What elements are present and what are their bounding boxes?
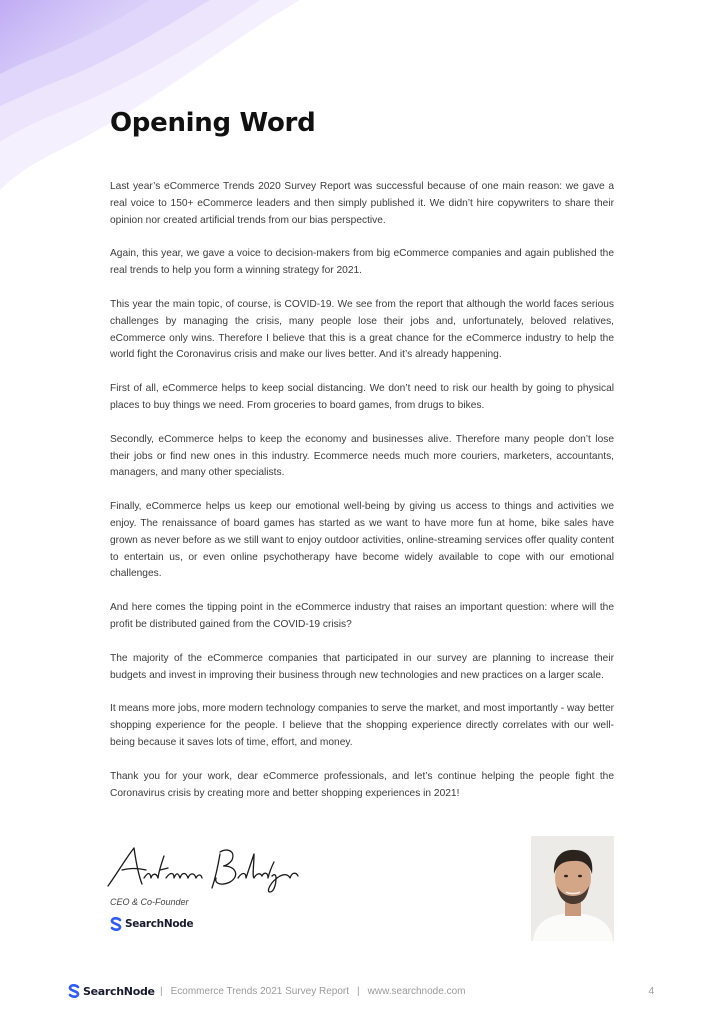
footer-info (152, 986, 465, 997)
page-footer (68, 984, 658, 1002)
paragraph-5: Secondly, eCommerce helps to keep the economy and businesses alive. Therefore many people don’t lose their jobs or find new ones in this industry. Ecommerce needs much more couriers, marketers, accountants, managers, and many other specialists. (110, 433, 614, 479)
handwritten-signature (104, 842, 304, 894)
paragraph-6: Finally, eCommerce helps us keep our emotional well-being by giving us access to things and activities we enjoy. The renaissance of board games has started as we want to have more fun at home, bike sales have grown as never before as we still want to enjoy outdoor activities, online-streaming services offer quality content to entertain us, or even online psychotherapy have become widely available to cope with our emotional challenges. (110, 501, 614, 580)
paragraph-10: Thank you for your work, dear eCommerce professionals, and let’s continue helping the people fight the Coronavirus crisis by creating more and better shopping experiences in 2021! (110, 770, 614, 799)
footer-report-title: Ecommerce Trends 2021 Survey Report (170, 986, 350, 997)
footer-brand-name: SearchNode (83, 984, 155, 998)
footer-separator: | (160, 986, 163, 997)
searchnode-logo-icon (68, 984, 80, 998)
founder-portrait (531, 836, 614, 941)
article-body (110, 179, 614, 819)
footer-website-link[interactable]: www.searchnode.com (367, 986, 466, 997)
signature-brand (110, 917, 193, 931)
brand-name: SearchNode (125, 918, 194, 930)
paragraph-4: First of all, eCommerce helps to keep social distancing. We don’t need to risk our health by going to physical places to buy things we need. From groceries to board games, from drugs to bikes. (110, 383, 614, 411)
paragraph-9: It means more jobs, more modern technology companies to serve the market, and most importantly - way better shopping experience for the people. I believe that the shopping experience directly correlates with our well-being because it saves lots of time, effort, and money. (110, 703, 614, 748)
searchnode-logo-icon (110, 917, 122, 931)
page-number: 4 (648, 986, 654, 997)
paragraph-7: And here comes the tipping point in the eCommerce industry that raises an important question: where will the profit be distributed gained from the COVID-19 crisis? (110, 602, 614, 630)
page-title: Opening Word (110, 108, 316, 138)
paragraph-2: Again, this year, we gave a voice to decision-makers from big eCommerce companies and again published the real trends to help you form a winning strategy for 2021. (110, 248, 614, 277)
signer-role: CEO & Co-Founder (110, 897, 189, 907)
paragraph-8: The majority of the eCommerce companies that participated in our survey are planning to increase their budgets and invest in improving their business through new technologies and new practices on a larger scale. (110, 652, 614, 681)
footer-separator: | (357, 986, 360, 997)
corner-decoration (0, 0, 300, 190)
footer-brand (68, 984, 155, 998)
paragraph-3: This year the main topic, of course, is COVID-19. We see from the report that although the world faces serious challenges by managing the crisis, many people lose their jobs and, unfortunately, beloved relatives, eCommerce only wins. Therefore I believe that this is a great chance for the eCommerce industry to help the world fight the Coronavirus crisis and make our lives better. And it’s already happening. (110, 298, 614, 361)
paragraph-1: Last year’s eCommerce Trends 2020 Survey Report was successful because of one main reason: we gave a real voice to 150+ eCommerce leaders and then simply published it. We didn’t hire copywriters to share their opinion nor created artificial trends from our bias perspective. (110, 181, 614, 226)
